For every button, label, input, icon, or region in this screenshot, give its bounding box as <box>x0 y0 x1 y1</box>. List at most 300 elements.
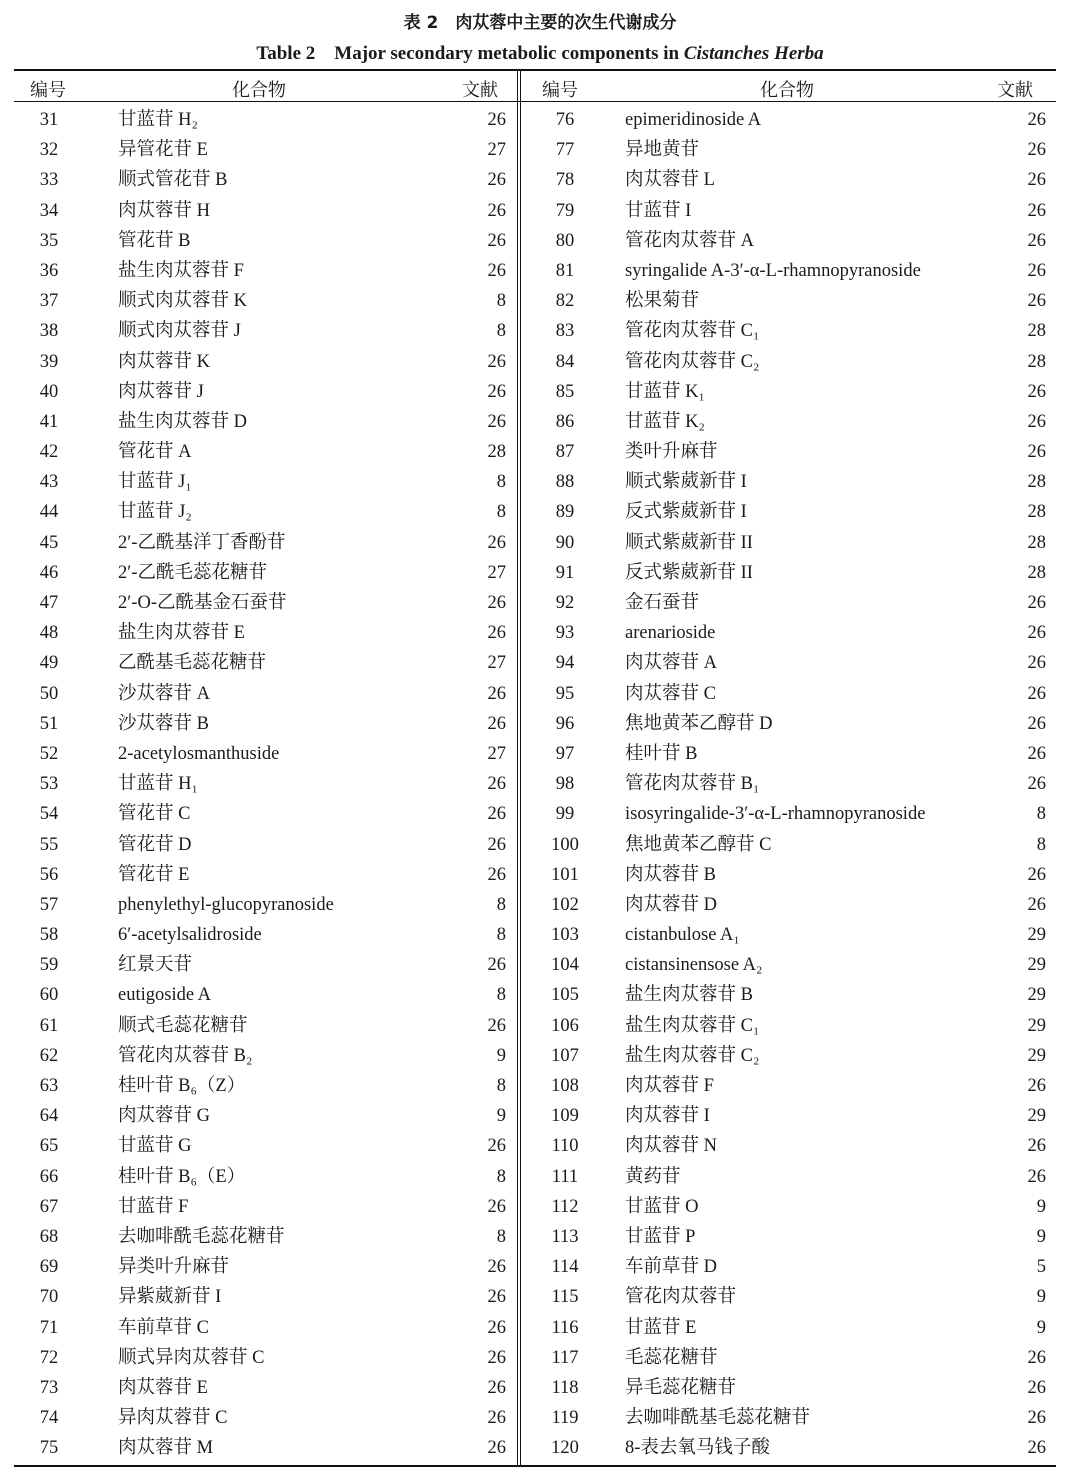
table-row <box>16 920 512 950</box>
reference-number: 26 <box>1027 623 1046 644</box>
compound-number: 97 <box>555 743 575 764</box>
reference-number: 9 <box>496 1106 506 1127</box>
compound-number: 46 <box>39 562 59 583</box>
compound-number: 70 <box>39 1287 59 1308</box>
compound-number: 110 <box>551 1136 579 1157</box>
table-row <box>520 648 1046 678</box>
reference-number: 26 <box>1027 442 1046 463</box>
reference-number: 29 <box>1027 1045 1046 1066</box>
table-row <box>16 165 512 195</box>
compound-number: 41 <box>39 411 59 432</box>
compound-name: phenylethyl-glucopyranoside <box>118 894 334 915</box>
reference-number: 26 <box>487 260 506 281</box>
table-row <box>16 105 512 135</box>
reference-number: 8 <box>1036 804 1046 825</box>
compound-name: 红景天苷 <box>118 955 193 976</box>
reference-number: 26 <box>1027 291 1046 312</box>
compound-number: 106 <box>551 1015 579 1036</box>
compound-number: 49 <box>39 653 59 674</box>
compound-name: 管花苷 B <box>118 230 191 251</box>
reference-number: 26 <box>487 1438 506 1459</box>
table-row <box>16 437 512 467</box>
compound-number: 118 <box>551 1377 579 1398</box>
bottom-rule <box>14 1465 1056 1467</box>
compound-name: 盐生肉苁蓉苷 D <box>118 411 247 432</box>
reference-number: 26 <box>487 1408 506 1429</box>
compound-number: 86 <box>555 411 575 432</box>
compound-number: 93 <box>555 623 575 644</box>
table-row <box>16 196 512 226</box>
compound-number: 35 <box>39 230 59 251</box>
compound-name: 乙酰基毛蕊花糖苷 <box>118 653 267 674</box>
table-row <box>16 1011 512 1041</box>
reference-number: 28 <box>1027 562 1046 583</box>
compound-number: 63 <box>39 1076 59 1096</box>
compound-number: 61 <box>39 1015 59 1036</box>
compound-name: 肉苁蓉苷 J <box>118 381 204 402</box>
compound-name: 顺式毛蕊花糖苷 <box>118 1015 248 1036</box>
compound-number: 59 <box>39 955 59 976</box>
table-row <box>16 347 512 377</box>
header-ref-right: 文献 <box>997 80 1033 101</box>
compound-name: 松果菊苷 <box>625 291 700 312</box>
compound-name: 管花苷 E <box>118 864 190 885</box>
reference-number: 26 <box>487 1196 506 1217</box>
reference-number: 26 <box>487 1317 506 1338</box>
compound-number: 120 <box>551 1438 579 1459</box>
reference-number: 26 <box>1027 140 1046 161</box>
table-row <box>16 226 512 256</box>
compound-number: 115 <box>551 1287 579 1308</box>
table-row <box>16 769 512 799</box>
compound-name: 甘蓝苷 F <box>118 1196 189 1217</box>
table-row <box>16 135 512 165</box>
table-row <box>520 980 1046 1010</box>
compound-name: 甘蓝苷 H₁ <box>118 774 198 795</box>
compound-number: 108 <box>551 1076 579 1096</box>
reference-number: 5 <box>1036 1257 1046 1278</box>
table-row <box>520 588 1046 618</box>
compound-name: cistansinensose A₂ <box>625 955 763 976</box>
compound-name: 肉苁蓉苷 M <box>118 1438 214 1459</box>
compound-name: 金石蚕苷 <box>625 593 700 613</box>
reference-number: 29 <box>1027 1106 1046 1127</box>
compound-number: 44 <box>39 502 59 523</box>
table-row <box>16 588 512 618</box>
compound-name: 沙苁蓉苷 B <box>118 713 209 734</box>
table-row <box>520 196 1046 226</box>
table-row <box>520 950 1046 980</box>
header-rule <box>14 101 1056 102</box>
reference-number: 28 <box>1027 351 1046 372</box>
compound-name: 管花肉苁蓉苷 B₁ <box>625 774 760 795</box>
reference-number: 8 <box>496 502 506 523</box>
compound-name: epimeridinoside A <box>625 110 762 130</box>
table-row <box>16 1101 512 1131</box>
compound-number: 90 <box>555 532 575 553</box>
compound-name: 毛蕊花糖苷 <box>625 1347 718 1368</box>
compound-number: 98 <box>555 774 575 795</box>
table-row <box>520 437 1046 467</box>
table-row <box>520 1252 1046 1282</box>
reference-number: 28 <box>487 442 506 463</box>
compound-number: 109 <box>551 1106 579 1127</box>
table-row <box>520 1071 1046 1101</box>
compound-name: 异肉苁蓉苷 C <box>118 1408 228 1429</box>
compound-number: 48 <box>39 623 59 644</box>
table-row <box>16 1131 512 1161</box>
right-table-rows <box>520 105 1046 1463</box>
compound-name: 顺式管花苷 B <box>118 170 228 191</box>
reference-number: 28 <box>1027 502 1046 523</box>
compound-name: 管花肉苁蓉苷 <box>625 1287 737 1308</box>
compound-name: 肉苁蓉苷 G <box>118 1106 210 1127</box>
reference-number: 26 <box>487 1347 506 1368</box>
table-title-en <box>0 38 1080 65</box>
table-row <box>520 739 1046 769</box>
table-row <box>16 1162 512 1192</box>
table-row <box>16 377 512 407</box>
compound-number: 81 <box>555 260 575 281</box>
compound-name: 甘蓝苷 J₁ <box>118 472 192 493</box>
reference-number: 9 <box>496 1045 506 1066</box>
table-row <box>16 1071 512 1101</box>
compound-number: 82 <box>555 291 575 312</box>
table-row <box>520 860 1046 890</box>
compound-number: 42 <box>39 442 59 463</box>
compound-number: 74 <box>39 1408 59 1429</box>
compound-number: 57 <box>39 894 59 915</box>
table-row <box>520 709 1046 739</box>
compound-name: 管花肉苁蓉苷 C₁ <box>625 321 760 342</box>
table-row <box>520 135 1046 165</box>
compound-number: 52 <box>39 743 59 764</box>
compound-number: 79 <box>555 200 575 221</box>
reference-number: 26 <box>487 623 506 644</box>
reference-number: 26 <box>487 593 506 613</box>
table-row <box>16 890 512 920</box>
reference-number: 26 <box>1027 170 1046 191</box>
compound-number: 88 <box>555 472 575 493</box>
compound-number: 101 <box>551 864 579 885</box>
compound-number: 53 <box>39 774 59 795</box>
header-ref-left: 文献 <box>462 80 498 101</box>
compound-number: 65 <box>39 1136 59 1157</box>
reference-number: 26 <box>487 1136 506 1157</box>
reference-number: 8 <box>496 894 506 915</box>
table-row <box>16 1222 512 1252</box>
left-table-rows <box>16 105 512 1463</box>
reference-number: 9 <box>1036 1196 1046 1217</box>
reference-number: 26 <box>1027 683 1046 704</box>
table-row <box>16 618 512 648</box>
compound-name: 肉苁蓉苷 B <box>625 864 716 885</box>
compound-number: 32 <box>39 140 59 161</box>
table-row <box>16 739 512 769</box>
compound-name: 沙苁蓉苷 A <box>118 683 210 704</box>
header-compound-right: 化合物 <box>760 80 814 101</box>
compound-name: 甘蓝苷 G <box>118 1136 192 1157</box>
compound-number: 58 <box>39 925 59 946</box>
reference-number: 9 <box>1036 1317 1046 1338</box>
compound-name: 8-表去氧马钱子酸 <box>625 1438 770 1459</box>
reference-number: 26 <box>1027 260 1046 281</box>
table-title-en-italic: Cistanches Herba <box>683 43 824 64</box>
compound-number: 96 <box>555 713 575 734</box>
table-row <box>16 648 512 678</box>
compound-number: 60 <box>39 985 59 1006</box>
compound-name: 甘蓝苷 E <box>625 1317 697 1338</box>
compound-name: arenarioside <box>625 623 716 644</box>
top-rule <box>14 69 1056 71</box>
reference-number: 26 <box>1027 411 1046 432</box>
reference-number: 26 <box>487 411 506 432</box>
header-compound-left: 化合物 <box>232 80 286 101</box>
table-row <box>16 467 512 497</box>
reference-number: 8 <box>496 1226 506 1247</box>
reference-number: 26 <box>487 683 506 704</box>
table-row <box>520 1313 1046 1343</box>
reference-number: 27 <box>487 653 506 674</box>
compound-name: 盐生肉苁蓉苷 E <box>118 623 245 644</box>
reference-number: 26 <box>1027 1166 1046 1187</box>
reference-number: 26 <box>1027 894 1046 915</box>
reference-number: 26 <box>487 955 506 976</box>
table-row <box>520 1222 1046 1252</box>
table-row <box>520 1131 1046 1161</box>
reference-number: 27 <box>487 562 506 583</box>
compound-name: 管花苷 A <box>118 442 192 463</box>
table-row <box>520 105 1046 135</box>
compound-name: syringalide A-3′-α-L-rhamnopyranoside <box>625 260 921 281</box>
reference-number: 26 <box>487 864 506 885</box>
table-row <box>520 558 1046 588</box>
table-row <box>16 830 512 860</box>
table-row <box>16 1433 512 1463</box>
compound-name: 肉苁蓉苷 H <box>118 200 210 221</box>
reference-number: 26 <box>1027 1438 1046 1459</box>
compound-number: 80 <box>555 230 575 251</box>
reference-number: 8 <box>1036 834 1046 855</box>
compound-number: 89 <box>555 502 575 523</box>
compound-number: 119 <box>551 1408 579 1429</box>
compound-name: 肉苁蓉苷 C <box>625 683 716 704</box>
table-row <box>16 799 512 829</box>
table-row <box>520 618 1046 648</box>
compound-name: 管花苷 D <box>118 834 192 855</box>
compound-name: 顺式紫葳新苷 II <box>625 532 753 553</box>
table-title-cn: 表 2 肉苁蓉中主要的次生代谢成分 <box>403 13 677 33</box>
table-row <box>16 1192 512 1222</box>
compound-name: 2′-乙酰基洋丁香酚苷 <box>118 532 286 553</box>
table-row <box>16 497 512 527</box>
compound-name: 盐生肉苁蓉苷 B <box>625 985 753 1006</box>
compound-number: 37 <box>39 291 59 312</box>
compound-number: 91 <box>555 562 575 583</box>
compound-number: 64 <box>39 1106 59 1127</box>
reference-number: 28 <box>1027 532 1046 553</box>
reference-number: 8 <box>496 321 506 342</box>
compound-number: 45 <box>39 532 59 553</box>
compound-number: 87 <box>555 442 575 463</box>
compound-name: 异毛蕊花糖苷 <box>625 1377 737 1398</box>
compound-name: 2′-乙酰毛蕊花糖苷 <box>118 562 267 583</box>
reference-number: 26 <box>1027 381 1046 402</box>
compound-number: 72 <box>39 1347 59 1368</box>
compound-name: 顺式肉苁蓉苷 K <box>118 291 247 312</box>
table-row <box>16 1041 512 1071</box>
compound-number: 66 <box>39 1166 59 1187</box>
compound-number: 56 <box>39 864 59 885</box>
compound-name: 异类叶升麻苷 <box>118 1257 230 1278</box>
compound-name: 甘蓝苷 J₂ <box>118 502 192 523</box>
compound-name: 管花苷 C <box>118 804 191 825</box>
reference-number: 27 <box>487 140 506 161</box>
compound-name: 类叶升麻苷 <box>625 442 718 463</box>
compound-number: 114 <box>551 1257 579 1278</box>
table-row <box>520 467 1046 497</box>
reference-number: 26 <box>487 170 506 191</box>
compound-number: 99 <box>555 804 575 825</box>
reference-number: 8 <box>496 1166 506 1187</box>
compound-number: 55 <box>39 834 59 855</box>
compound-name: 甘蓝苷 K₂ <box>625 411 705 432</box>
reference-number: 26 <box>487 774 506 795</box>
reference-number: 26 <box>1027 653 1046 674</box>
compound-number: 69 <box>39 1257 59 1278</box>
compound-name: 异管花苷 E <box>118 140 208 161</box>
compound-number: 104 <box>551 955 579 976</box>
reference-number: 26 <box>487 381 506 402</box>
compound-number: 78 <box>555 170 575 191</box>
compound-number: 85 <box>555 381 575 402</box>
table-row <box>520 407 1046 437</box>
compound-name: eutigoside A <box>118 985 212 1006</box>
compound-number: 31 <box>39 110 59 130</box>
reference-number: 26 <box>1027 1076 1046 1096</box>
reference-number: 8 <box>496 1076 506 1096</box>
table-row <box>520 1041 1046 1071</box>
compound-number: 103 <box>551 925 579 946</box>
compound-number: 54 <box>39 804 59 825</box>
compound-number: 112 <box>551 1196 579 1217</box>
compound-name: 焦地黄苯乙醇苷 D <box>625 713 773 734</box>
table-row <box>16 679 512 709</box>
compound-number: 68 <box>39 1226 59 1247</box>
compound-name: 肉苁蓉苷 E <box>118 1377 208 1398</box>
header-no-right: 编号 <box>542 80 578 101</box>
compound-name: 肉苁蓉苷 I <box>625 1106 710 1127</box>
compound-number: 51 <box>39 713 59 734</box>
compound-number: 100 <box>551 834 579 855</box>
compound-name: 异地黄苷 <box>625 140 700 161</box>
reference-number: 29 <box>1027 1015 1046 1036</box>
table-row <box>520 830 1046 860</box>
compound-name: 顺式紫葳新苷 I <box>625 472 747 493</box>
reference-number: 8 <box>496 472 506 493</box>
reference-number: 8 <box>496 925 506 946</box>
table-row <box>520 377 1046 407</box>
table-row <box>16 558 512 588</box>
compound-name: 桂叶苷 B <box>625 743 698 764</box>
compound-number: 38 <box>39 321 59 342</box>
reference-number: 26 <box>1027 774 1046 795</box>
compound-name: 管花肉苁蓉苷 B₂ <box>118 1045 253 1066</box>
compound-name: 肉苁蓉苷 L <box>625 170 715 191</box>
table-row <box>520 1162 1046 1192</box>
compound-name: 焦地黄苯乙醇苷 C <box>625 834 772 855</box>
reference-number: 29 <box>1027 985 1046 1006</box>
compound-name: 顺式异肉苁蓉苷 C <box>118 1347 265 1368</box>
table-row <box>16 316 512 346</box>
compound-number: 75 <box>39 1438 59 1459</box>
compound-name: 甘蓝苷 O <box>625 1196 699 1217</box>
compound-number: 39 <box>39 351 59 372</box>
compound-name: isosyringalide-3′-α-L-rhamnopyranoside <box>625 804 926 825</box>
header-no-left: 编号 <box>30 80 66 101</box>
compound-name: 反式紫葳新苷 II <box>625 562 753 583</box>
table-row <box>16 709 512 739</box>
table-row <box>520 316 1046 346</box>
compound-name: 车前草苷 C <box>118 1317 209 1338</box>
compound-name: 黄药苷 <box>625 1166 681 1187</box>
compound-name: 肉苁蓉苷 D <box>625 894 717 915</box>
table-row <box>520 226 1046 256</box>
compound-name: 2-acetylosmanthuside <box>118 743 280 764</box>
compound-name: 甘蓝苷 K₁ <box>625 381 705 402</box>
table-row <box>520 679 1046 709</box>
table-row <box>520 1011 1046 1041</box>
table-row <box>16 980 512 1010</box>
table-row <box>16 256 512 286</box>
compound-number: 34 <box>39 200 59 221</box>
compound-number: 33 <box>39 170 59 191</box>
table-row <box>16 1373 512 1403</box>
compound-number: 84 <box>555 351 575 372</box>
reference-number: 9 <box>1036 1226 1046 1247</box>
compound-name: 肉苁蓉苷 F <box>625 1076 714 1096</box>
table-row <box>520 1373 1046 1403</box>
reference-number: 27 <box>487 743 506 764</box>
reference-number: 9 <box>1036 1287 1046 1308</box>
compound-name: 桂叶苷 B₆（E） <box>118 1166 246 1187</box>
compound-number: 94 <box>555 653 575 674</box>
compound-number: 111 <box>551 1166 579 1187</box>
compound-name: 盐生肉苁蓉苷 C₂ <box>625 1045 760 1066</box>
table-row <box>520 497 1046 527</box>
compound-number: 117 <box>551 1347 579 1368</box>
compound-number: 67 <box>39 1196 59 1217</box>
compound-number: 83 <box>555 321 575 342</box>
table-row <box>520 347 1046 377</box>
table-row <box>16 1343 512 1373</box>
compound-name: 肉苁蓉苷 N <box>625 1136 717 1157</box>
reference-number: 26 <box>487 804 506 825</box>
compound-number: 36 <box>39 260 59 281</box>
reference-number: 26 <box>487 713 506 734</box>
table-row <box>520 1101 1046 1131</box>
reference-number: 26 <box>487 110 506 130</box>
reference-number: 26 <box>487 1015 506 1036</box>
table-row <box>16 1252 512 1282</box>
reference-number: 26 <box>487 200 506 221</box>
table-row <box>520 1433 1046 1463</box>
compound-number: 77 <box>555 140 575 161</box>
reference-number: 26 <box>1027 593 1046 613</box>
compound-name: 甘蓝苷 H₂ <box>118 110 198 130</box>
compound-name: 顺式肉苁蓉苷 J <box>118 321 241 342</box>
compound-name: 甘蓝苷 P <box>625 1226 696 1247</box>
